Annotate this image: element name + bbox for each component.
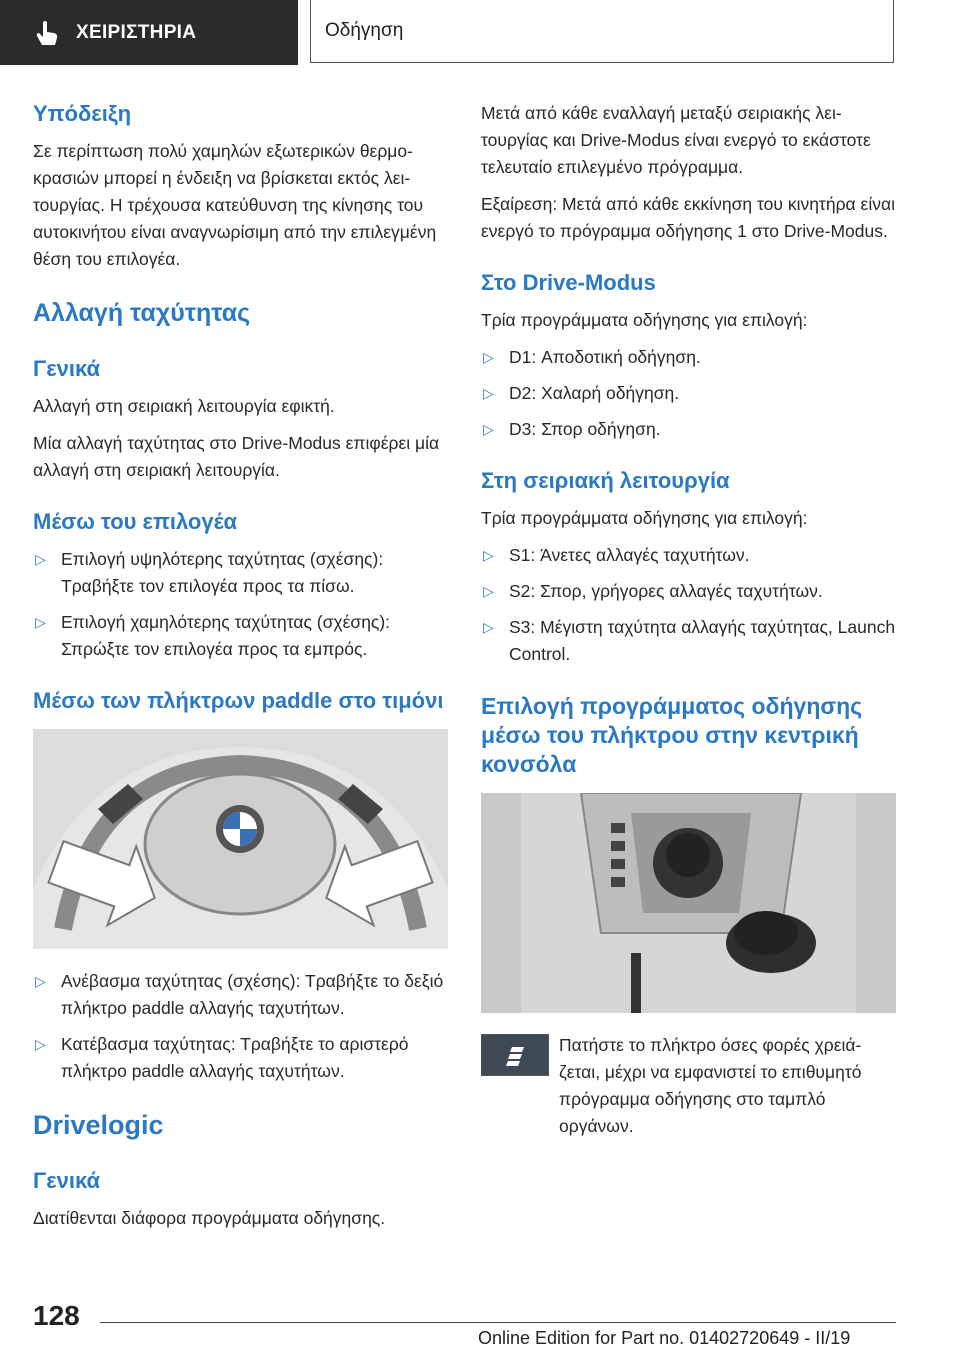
hint-title: Υπόδειξη [33,101,132,126]
list-item: ▷ D2: Χαλαρή οδήγηση. [481,380,896,407]
left-column [33,100,448,1242]
chapter-header [310,0,894,63]
drivelogic-title: Drivelogic [33,1110,164,1140]
general-text-2: Μία αλλαγή ταχύτητας στο Drive-Modus επιφέρει μία αλλαγή στη σειριακή λειτουργία. [33,433,440,480]
drivelogic-general-text: Διατίθενται διάφορα προγράμματα οδήγησης. [33,1208,386,1228]
drive-modus-list [481,344,896,443]
triangle-right-icon: ▷ [483,619,494,635]
drivelogic-general-title: Γενικά [33,1168,101,1193]
triangle-right-icon: ▷ [483,385,494,401]
driving-mode-button-icon [481,1034,549,1076]
edition-text: Online Edition for Part no. 01402720649 - II/19 [478,1328,851,1348]
list-item: ▷ S1: Άνετες αλλαγές ταχυτήτων. [481,542,896,569]
paddle-list [33,968,448,1085]
section-label: ΧΕΙΡΙΣΤΗΡΙΑ [76,21,197,43]
hand-pointer-icon [32,18,62,48]
general-text-1: Αλλαγή στη σειριακή λειτουργία εφικτή. [33,396,335,416]
chapter-label: Οδήγηση [325,20,404,41]
serial-mode-title: Στη σειριακή λειτουργία [481,468,730,493]
list-item: ▷ Ανέβασμα ταχύτητας (σχέσης): Τραβήξτε το δεξιό πλήκτρο paddle αλλαγής ταχυτήτων. [33,968,448,1022]
center-console-image [481,793,896,1013]
page-number: 128 [33,1300,80,1331]
triangle-right-icon: ▷ [35,973,46,989]
list-item: ▷ S3: Μέγιστη ταχύτητα αλλαγής ταχύτητας, Launch Control. [481,614,896,668]
exception-text: Εξαίρεση: Μετά από κάθε εκκίνηση του κινητήρα είναι ενεργό το πρόγραμμα οδήγησης 1 στο Drive-Modus. [481,194,895,241]
triangle-right-icon: ▷ [483,421,494,437]
list-item: ▷ S2: Σπορ, γρήγορες αλλαγές ταχυτήτων. [481,578,896,605]
serial-mode-list [481,542,896,668]
paddle-title: Μέσω των πλήκτρων paddle στο τιμόνι [33,688,444,713]
selector-list [33,546,448,663]
serial-mode-intro: Τρία προγράμματα οδήγησης για επιλογή: [481,508,808,528]
general-title: Γενικά [33,356,101,381]
triangle-right-icon: ▷ [483,547,494,563]
triangle-right-icon: ▷ [483,583,494,599]
list-item: ▷ Επιλογή χαμηλότερης ταχύτητας (σχέσης): Σπρώξτε τον επιλογέα προς τα εμπρός. [33,609,448,663]
list-item: ▷ D1: Αποδοτική οδήγηση. [481,344,896,371]
triangle-right-icon: ▷ [483,349,494,365]
selector-title: Μέσω του επιλογέα [33,509,238,534]
triangle-right-icon: ▷ [35,551,46,567]
list-item: ▷ Κατέβασμα ταχύτητας: Τραβήξτε το αριστερό πλήκτρο paddle αλλαγής ταχυτήτων. [33,1031,448,1085]
triangle-right-icon: ▷ [35,1036,46,1052]
footer-divider [100,1322,896,1323]
mode-switch-text: Μετά από κάθε εναλλαγή μεταξύ σειριακής λειτουργίας και Drive-Modus είναι ενεργό το εκάστοτε τελευταίο επιλεγμένο πρόγραμμα. [481,103,871,177]
right-column [481,100,896,1140]
console-title: Επιλογή προγράμματος οδήγησης μέσω του πλήκτρου στην κεντρική κονσόλα [481,693,863,777]
drive-modus-intro: Τρία προγράμματα οδήγησης για επιλογή: [481,310,808,330]
console-instruction [481,1032,896,1140]
speed-change-title: Αλλαγή ταχύτητας [33,299,251,327]
list-item: ▷ D3: Σπορ οδήγηση. [481,416,896,443]
section-header [0,0,298,65]
steering-wheel-image [33,729,448,949]
list-item: ▷ Επιλογή υψηλότερης ταχύτητας (σχέσης): Τραβήξτε τον επιλογέα προς τα πίσω. [33,546,448,600]
console-text: Πατήστε το πλήκτρο όσες φορές χρειάζεται, μέχρι να εμφανιστεί το επιθυμητό πρόγραμμα οδήγησης στο ταμπλό οργάνων. [559,1035,862,1136]
drive-modus-title: Στο Drive-Modus [481,270,656,295]
triangle-right-icon: ▷ [35,614,46,630]
hint-text: Σε περίπτωση πολύ χαμηλών εξωτερικών θερμοκρασιών μπορεί η ένδειξη να βρίσκεται εκτός λειτουργίας. Η τρέχουσα κατεύθυνση της κίνησης του αυτοκινήτου είναι αναγνωρίσιμη από την επιλεγμένη θέση του επιλογέα. [33,141,437,269]
